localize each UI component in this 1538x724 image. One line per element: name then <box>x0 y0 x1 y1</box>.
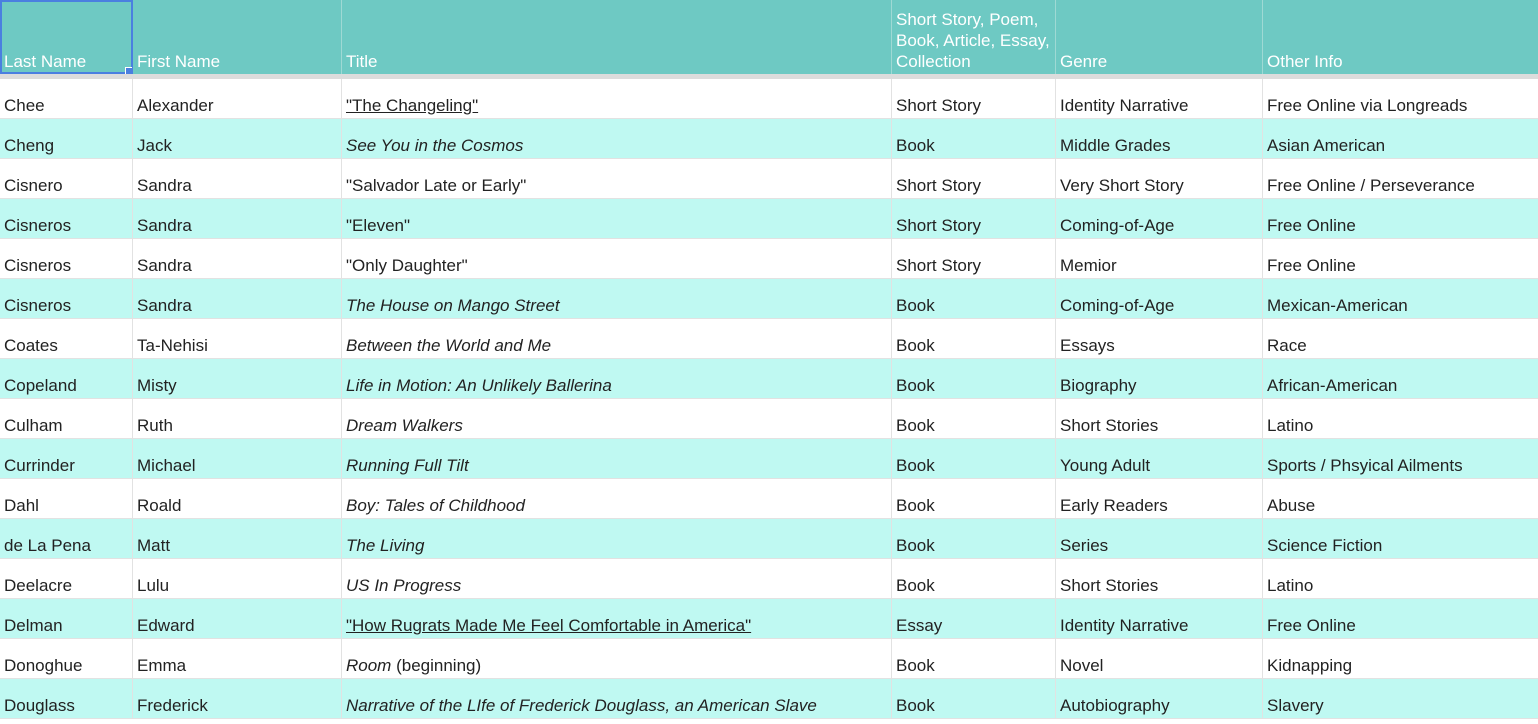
cell-genre-text: Short Stories <box>1060 576 1159 595</box>
cell-last-name[interactable] <box>0 439 133 478</box>
cell-genre-text: Young Adult <box>1060 456 1151 475</box>
cell-last-name-text: Chee <box>4 96 45 115</box>
cell-other-info[interactable] <box>1263 399 1538 438</box>
cell-title[interactable] <box>342 359 892 398</box>
cell-type-text: Essay <box>896 616 943 635</box>
cell-last-name[interactable] <box>0 119 133 158</box>
cell-title-text: Narrative of the LIfe of Frederick Douglass, an American Slave <box>346 696 817 715</box>
cell-first-name[interactable] <box>133 439 342 478</box>
cell-other-info[interactable] <box>1263 119 1538 158</box>
cell-type[interactable] <box>892 199 1056 238</box>
header-first-name[interactable] <box>133 0 342 74</box>
cell-first-name[interactable] <box>133 159 342 198</box>
cell-title[interactable] <box>342 159 892 198</box>
table-row <box>0 199 1538 239</box>
cell-type[interactable] <box>892 439 1056 478</box>
table-row <box>0 519 1538 559</box>
cell-first-name-text: Alexander <box>137 96 214 115</box>
cell-title[interactable] <box>342 479 892 518</box>
cell-other-info[interactable] <box>1263 639 1538 678</box>
cell-genre-text: Essays <box>1060 336 1115 355</box>
cell-type-text: Short Story <box>896 96 982 115</box>
cell-genre[interactable] <box>1056 199 1263 238</box>
cell-genre[interactable] <box>1056 159 1263 198</box>
cell-genre[interactable] <box>1056 319 1263 358</box>
cell-last-name-text: Cisneros <box>4 216 72 235</box>
cell-first-name-text: Jack <box>137 136 172 155</box>
cell-other-info-text: Latino <box>1267 576 1314 595</box>
cell-last-name-text: Cisneros <box>4 296 72 315</box>
cell-other-info-text: Science Fiction <box>1267 536 1383 555</box>
cell-other-info-text: Mexican-American <box>1267 296 1408 315</box>
cell-type-text: Book <box>896 456 935 475</box>
cell-other-info[interactable] <box>1263 519 1538 558</box>
cell-genre-text: Autobiography <box>1060 696 1170 715</box>
cell-type-text: Book <box>896 136 935 155</box>
cell-type[interactable] <box>892 79 1056 118</box>
cell-title[interactable] <box>342 79 892 118</box>
cell-last-name[interactable] <box>0 599 133 638</box>
cell-type-text: Book <box>896 696 935 715</box>
cell-genre[interactable] <box>1056 679 1263 718</box>
table-row <box>0 279 1538 319</box>
cell-last-name[interactable] <box>0 239 133 278</box>
cell-other-info[interactable] <box>1263 559 1538 598</box>
table-row <box>0 599 1538 639</box>
cell-last-name-text: Cheng <box>4 136 55 155</box>
cell-other-info[interactable] <box>1263 439 1538 478</box>
cell-first-name[interactable] <box>133 199 342 238</box>
cell-last-name-text: Coates <box>4 336 58 355</box>
cell-type[interactable] <box>892 119 1056 158</box>
header-label: Genre <box>1060 52 1108 71</box>
cell-first-name[interactable] <box>133 479 342 518</box>
cell-last-name-text: Culham <box>4 416 63 435</box>
cell-title-text: The House on Mango Street <box>346 296 560 315</box>
cell-other-info[interactable] <box>1263 239 1538 278</box>
cell-genre-text: Middle Grades <box>1060 136 1171 155</box>
cell-title[interactable] <box>342 279 892 318</box>
cell-genre-text: Coming-of-Age <box>1060 296 1175 315</box>
header-last-name[interactable] <box>0 0 133 74</box>
cell-last-name[interactable] <box>0 399 133 438</box>
cell-type-text: Book <box>896 576 935 595</box>
cell-genre-text: Very Short Story <box>1060 176 1184 195</box>
cell-first-name[interactable] <box>133 639 342 678</box>
table-row <box>0 119 1538 159</box>
cell-title[interactable] <box>342 119 892 158</box>
cell-other-info[interactable] <box>1263 599 1538 638</box>
cell-last-name-text: Dahl <box>4 496 39 515</box>
cell-last-name-text: Currinder <box>4 456 75 475</box>
header-row <box>0 0 1538 74</box>
cell-first-name-text: Ta-Nehisi <box>137 336 208 355</box>
cell-type-text: Short Story <box>896 216 982 235</box>
header-label: First Name <box>137 52 221 71</box>
cell-other-info-text: Race <box>1267 336 1307 355</box>
cell-type-text: Book <box>896 376 935 395</box>
cell-genre[interactable] <box>1056 119 1263 158</box>
table-row <box>0 319 1538 359</box>
cell-first-name[interactable] <box>133 679 342 718</box>
header-label: Last Name <box>4 52 87 71</box>
title-link[interactable]: "The Changeling" <box>346 96 479 115</box>
cell-other-info[interactable] <box>1263 279 1538 318</box>
cell-title-text: "Salvador Late or Early" <box>346 176 527 195</box>
cell-first-name[interactable] <box>133 279 342 318</box>
cell-other-info[interactable] <box>1263 159 1538 198</box>
cell-title[interactable] <box>342 439 892 478</box>
table-row <box>0 359 1538 399</box>
cell-title-text: US In Progress <box>346 576 462 595</box>
cell-title-text: "Only Daughter" <box>346 256 468 275</box>
cell-other-info-text: Kidnapping <box>1267 656 1353 675</box>
cell-title[interactable] <box>342 519 892 558</box>
cell-other-info-text: Abuse <box>1267 496 1316 515</box>
cell-first-name-text: Michael <box>137 456 196 475</box>
cell-title-text: Running Full Tilt <box>346 456 469 475</box>
cell-first-name-text: Sandra <box>137 176 192 195</box>
cell-genre-text: Early Readers <box>1060 496 1168 515</box>
cell-type[interactable] <box>892 519 1056 558</box>
table-row <box>0 79 1538 119</box>
cell-type[interactable] <box>892 559 1056 598</box>
cell-other-info-text: Slavery <box>1267 696 1324 715</box>
cell-genre-text: Biography <box>1060 376 1137 395</box>
cell-last-name[interactable] <box>0 79 133 118</box>
cell-genre-text: Identity Narrative <box>1060 96 1189 115</box>
cell-first-name-text: Sandra <box>137 256 192 275</box>
header-label: Other Info <box>1267 52 1343 71</box>
cell-type-text: Short Story <box>896 256 982 275</box>
cell-first-name-text: Edward <box>137 616 195 635</box>
cell-title[interactable] <box>342 599 892 638</box>
cell-type-text: Book <box>896 536 935 555</box>
table-row <box>0 439 1538 479</box>
cell-other-info-text: Sports / Phsyical Ailments <box>1267 456 1463 475</box>
cell-other-info[interactable] <box>1263 359 1538 398</box>
cell-first-name[interactable] <box>133 399 342 438</box>
cell-other-info[interactable] <box>1263 79 1538 118</box>
header-other-info[interactable] <box>1263 0 1538 74</box>
cell-title-text: The Living <box>346 536 425 555</box>
header-genre[interactable] <box>1056 0 1263 74</box>
cell-title-text: "Eleven" <box>346 216 411 235</box>
table-row <box>0 159 1538 199</box>
cell-first-name[interactable] <box>133 559 342 598</box>
cell-first-name[interactable] <box>133 79 342 118</box>
table-row <box>0 479 1538 519</box>
cell-other-info-text: Free Online <box>1267 616 1356 635</box>
cell-title-text: Life in Motion: An Unlikely Ballerina <box>346 376 612 395</box>
cell-first-name-text: Sandra <box>137 216 192 235</box>
cell-title-text: Room <box>346 656 392 675</box>
cell-type-text: Book <box>896 296 935 315</box>
cell-last-name[interactable] <box>0 199 133 238</box>
cell-genre-text: Identity Narrative <box>1060 616 1189 635</box>
cell-first-name-text: Roald <box>137 496 182 515</box>
cell-genre[interactable] <box>1056 79 1263 118</box>
cell-genre[interactable] <box>1056 559 1263 598</box>
cell-type-text: Book <box>896 336 935 355</box>
cell-first-name[interactable] <box>133 359 342 398</box>
fill-handle[interactable] <box>125 67 133 74</box>
cell-last-name-text: Cisneros <box>4 256 72 275</box>
cell-last-name[interactable] <box>0 359 133 398</box>
cell-type[interactable] <box>892 399 1056 438</box>
table-row <box>0 399 1538 439</box>
header-label: Short Story, Poem, Book, Article, Essay, Collection <box>896 10 1050 71</box>
table-row <box>0 559 1538 599</box>
cell-last-name[interactable] <box>0 639 133 678</box>
cell-other-info[interactable] <box>1263 199 1538 238</box>
cell-first-name-text: Misty <box>137 376 177 395</box>
cell-first-name-text: Sandra <box>137 296 192 315</box>
cell-last-name-text: Copeland <box>4 376 77 395</box>
cell-last-name-text: Deelacre <box>4 576 73 595</box>
cell-type-text: Book <box>896 656 935 675</box>
cell-first-name[interactable] <box>133 119 342 158</box>
header-label: Title <box>346 52 378 71</box>
cell-title[interactable] <box>342 399 892 438</box>
cell-other-info-text: Free Online via Longreads <box>1267 96 1468 115</box>
cell-last-name-text: Delman <box>4 616 63 635</box>
cell-genre-text: Novel <box>1060 656 1104 675</box>
cell-last-name[interactable] <box>0 279 133 318</box>
cell-first-name-text: Lulu <box>137 576 170 595</box>
cell-title-text: Between the World and Me <box>346 336 552 355</box>
cell-genre[interactable] <box>1056 359 1263 398</box>
cell-type[interactable] <box>892 479 1056 518</box>
cell-genre[interactable] <box>1056 439 1263 478</box>
cell-other-info-text: Free Online <box>1267 216 1356 235</box>
cell-other-info-text: Free Online / Perseverance <box>1267 176 1475 195</box>
cell-title[interactable] <box>342 559 892 598</box>
cell-last-name-text: Donoghue <box>4 656 83 675</box>
cell-type[interactable] <box>892 319 1056 358</box>
title-link[interactable]: "How Rugrats Made Me Feel Comfortable in America" <box>346 616 752 635</box>
cell-first-name[interactable] <box>133 319 342 358</box>
cell-type-text: Book <box>896 416 935 435</box>
table-row <box>0 639 1538 679</box>
cell-last-name-text: Cisnero <box>4 176 63 195</box>
cell-other-info[interactable] <box>1263 679 1538 718</box>
table-row <box>0 679 1538 719</box>
cell-type[interactable] <box>892 679 1056 718</box>
cell-title-text: Dream Walkers <box>346 416 463 435</box>
cell-first-name-text: Ruth <box>137 416 173 435</box>
cell-other-info-text: Free Online <box>1267 256 1356 275</box>
cell-genre-text: Memior <box>1060 256 1117 275</box>
cell-genre[interactable] <box>1056 639 1263 678</box>
cell-last-name[interactable] <box>0 679 133 718</box>
cell-first-name[interactable] <box>133 599 342 638</box>
cell-genre[interactable] <box>1056 279 1263 318</box>
cell-title-text: Boy: Tales of Childhood <box>346 496 525 515</box>
cell-first-name[interactable] <box>133 239 342 278</box>
cell-genre-text: Coming-of-Age <box>1060 216 1175 235</box>
cell-genre[interactable] <box>1056 599 1263 638</box>
cell-other-info[interactable] <box>1263 479 1538 518</box>
cell-genre[interactable] <box>1056 239 1263 278</box>
cell-type[interactable] <box>892 359 1056 398</box>
header-title[interactable] <box>342 0 892 74</box>
cell-type[interactable] <box>892 279 1056 318</box>
table-body <box>0 79 1538 719</box>
cell-genre-text: Series <box>1060 536 1109 555</box>
cell-last-name[interactable] <box>0 559 133 598</box>
cell-other-info-text: African-American <box>1267 376 1398 395</box>
cell-other-info-text: Latino <box>1267 416 1314 435</box>
cell-genre[interactable] <box>1056 479 1263 518</box>
cell-other-info[interactable] <box>1263 319 1538 358</box>
cell-title[interactable] <box>342 319 892 358</box>
cell-last-name[interactable] <box>0 319 133 358</box>
cell-type-text: Book <box>896 496 935 515</box>
cell-other-info-text: Asian American <box>1267 136 1386 155</box>
cell-title[interactable] <box>342 639 892 678</box>
cell-title-text: See You in the Cosmos <box>346 136 524 155</box>
cell-type[interactable] <box>892 159 1056 198</box>
cell-title[interactable] <box>342 199 892 238</box>
table-row <box>0 239 1538 279</box>
cell-first-name[interactable] <box>133 519 342 558</box>
header-type[interactable] <box>892 0 1056 74</box>
cell-last-name-text: Douglass <box>4 696 75 715</box>
cell-first-name-text: Emma <box>137 656 187 675</box>
cell-last-name[interactable] <box>0 159 133 198</box>
cell-type[interactable] <box>892 239 1056 278</box>
cell-last-name[interactable] <box>0 479 133 518</box>
cell-first-name-text: Matt <box>137 536 171 555</box>
cell-genre-text: Short Stories <box>1060 416 1159 435</box>
cell-genre[interactable] <box>1056 519 1263 558</box>
cell-type-text: Short Story <box>896 176 982 195</box>
cell-last-name-text: de La Pena <box>4 536 91 555</box>
cell-first-name-text: Frederick <box>137 696 208 715</box>
cell-title[interactable] <box>342 239 892 278</box>
cell-genre[interactable] <box>1056 399 1263 438</box>
title-suffix: (beginning) <box>391 656 482 675</box>
cell-type[interactable] <box>892 599 1056 638</box>
cell-last-name[interactable] <box>0 519 133 558</box>
cell-type[interactable] <box>892 639 1056 678</box>
cell-title[interactable] <box>342 679 892 718</box>
